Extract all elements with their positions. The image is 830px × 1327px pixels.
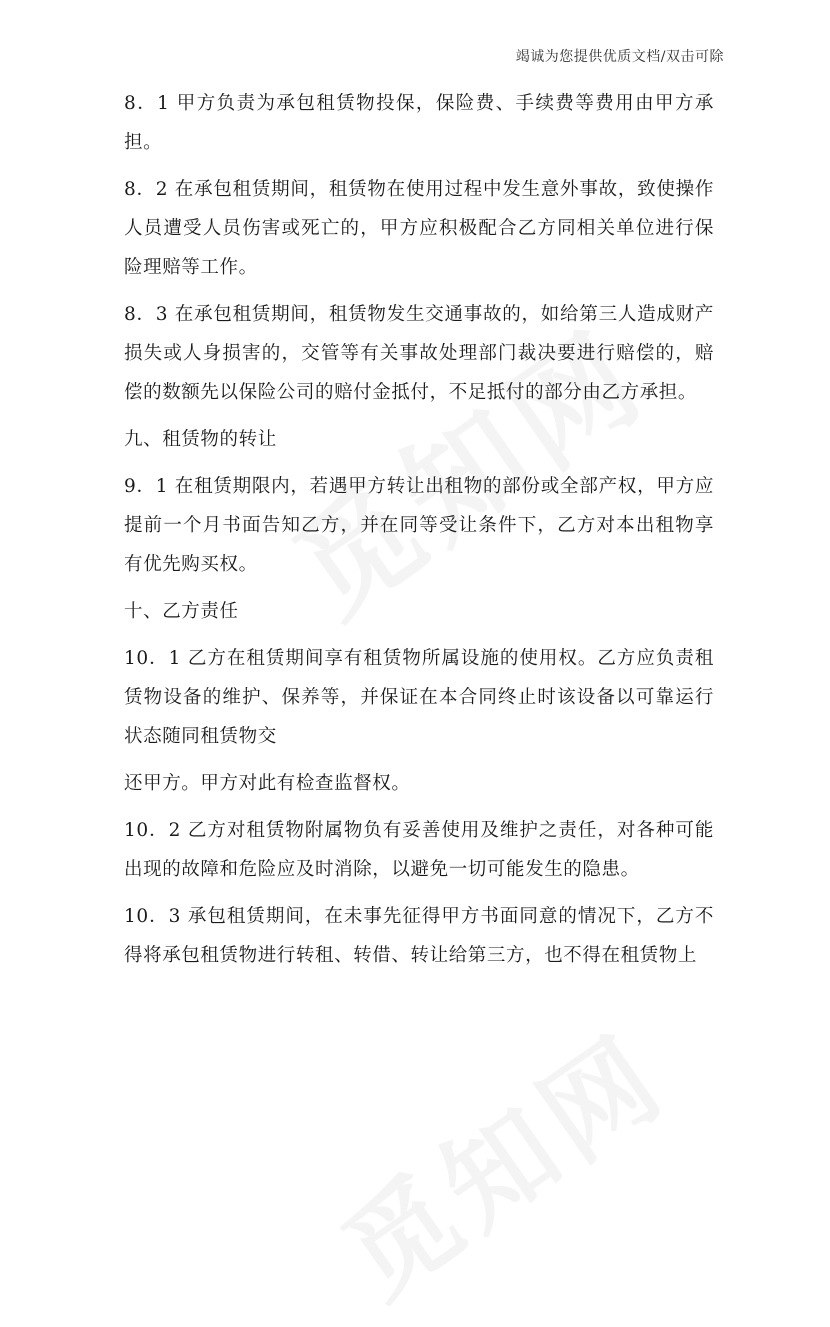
clause-10-1: 10．1 乙方在租赁期间享有租赁物所属设施的使用权。乙方应负责租赁物设备的维护、保养等，并保证在本合同终止时该设备以可靠运行状态随同租赁物交	[124, 648, 714, 747]
clause-9-1: 9．1 在租赁期限内，若遇甲方转让出租物的部份或全部产权，甲方应提前一个月书面告知乙方，并在同等受让条件下，乙方对本出租物享有优先购买权。	[124, 476, 714, 575]
header-note: 竭诚为您提供优质文档/双击可除	[515, 49, 724, 65]
clause-10-2: 10．2 乙方对租赁物附属物负有妥善使用及维护之责任，对各种可能出现的故障和危险应及时消除，以避免一切可能发生的隐患。	[124, 820, 714, 880]
clause-8-2: 8．2 在承包租赁期间，租赁物在使用过程中发生意外事故，致使操作人员遭受人员伤害或死亡的，甲方应积极配合乙方同相关单位进行保险理赔等工作。	[124, 179, 714, 278]
document-body	[124, 84, 714, 983]
watermark	[307, 991, 693, 1327]
clause-8-1: 8．1 甲方负责为承包租赁物投保，保险费、手续费等费用由甲方承担。	[124, 93, 714, 153]
clause-8-3: 8．3 在承包租赁期间，租赁物发生交通事故的，如给第三人造成财产损失或人身损害的，交管等有关事故处理部门裁决要进行赔偿的，赔偿的数额先以保险公司的赔付金抵付，不足抵付的部分由乙方承担。	[124, 304, 714, 403]
clause-10-3: 10．3 承包租赁期间，在未事先征得甲方书面同意的情况下，乙方不得将承包租赁物进行转租、转借、转让给第三方，也不得在租赁物上	[124, 906, 714, 966]
section-heading-9: 九、租赁物的转让	[124, 429, 277, 450]
clause-10-1-continued: 还甲方。甲方对此有检查监督权。	[124, 773, 411, 794]
section-heading-10: 十、乙方责任	[124, 601, 239, 622]
